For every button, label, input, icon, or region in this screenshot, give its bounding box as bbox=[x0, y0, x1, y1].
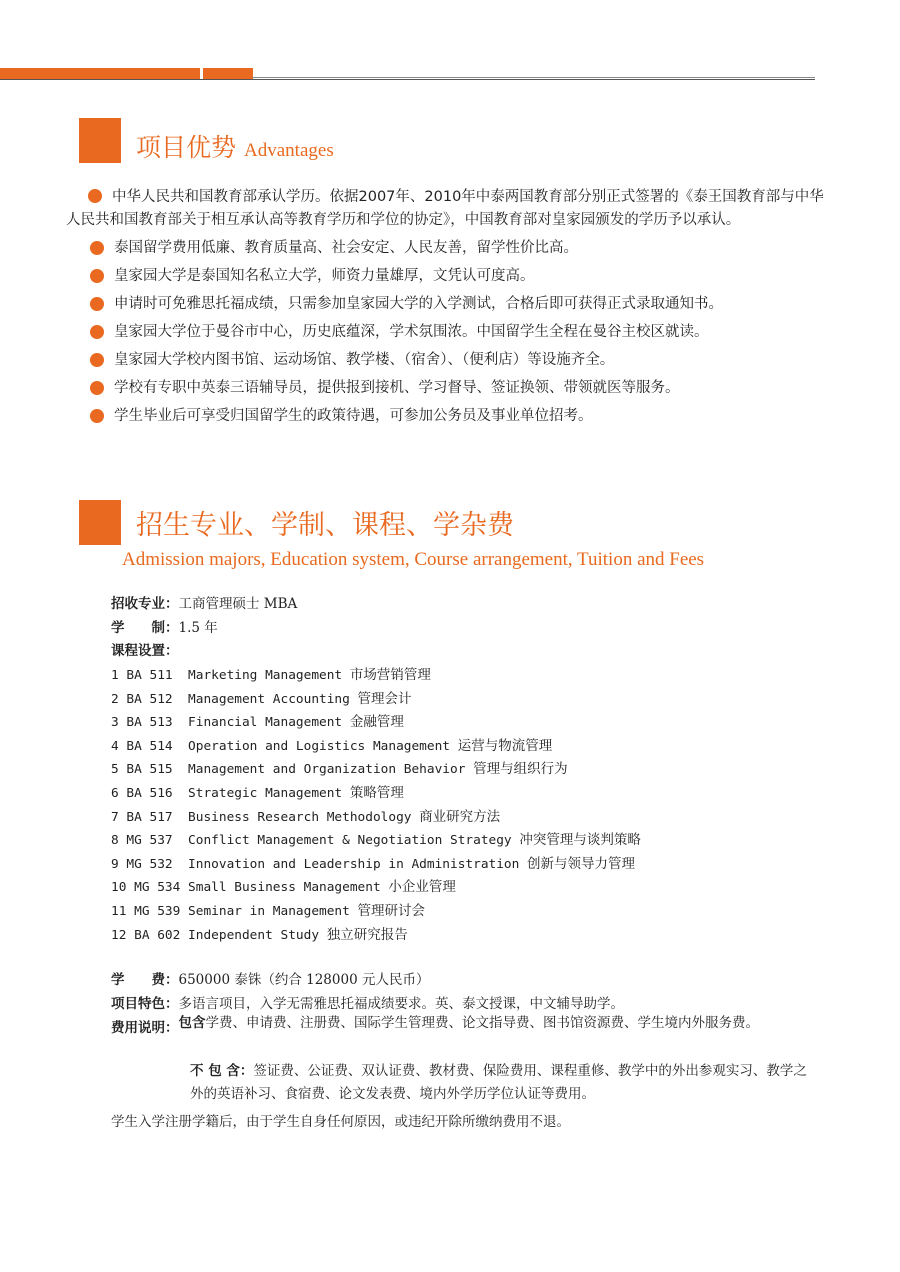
fee-exclude-label: 不 包 含： bbox=[190, 1063, 254, 1079]
course-name-en: Business Research Methodology bbox=[188, 809, 420, 825]
bullet-dot-icon bbox=[90, 269, 104, 283]
list-item bbox=[66, 321, 826, 344]
section-marker-square bbox=[79, 500, 121, 545]
course-row bbox=[111, 687, 412, 707]
fee-exclude-value: 签证费、公证费、双认证费、教材费、保险费用、课程重修、教学中的外出参观实习、教学之外的英语补习、食宿费、论文发表费、境内外学历学位认证等费用。 bbox=[190, 1063, 807, 1102]
advantage-text: 申请时可免雅思托福成绩，只需参加皇家园大学的入学测试，合格后即可获得正式录取通知书。 bbox=[114, 296, 723, 312]
course-name-en: Marketing Management bbox=[188, 668, 350, 683]
course-name-cn: 独立研究报告 bbox=[326, 926, 408, 943]
duration-value: 1.5 年 bbox=[178, 620, 218, 636]
admission-title-cn: 招生专业、学制、课程、学杂费 bbox=[136, 510, 514, 541]
course-name-en: Management Accounting bbox=[188, 691, 358, 707]
header-rule-upper bbox=[252, 77, 815, 78]
list-item bbox=[66, 377, 826, 400]
course-name-cn: 创新与领导力管理 bbox=[527, 855, 636, 872]
course-row bbox=[111, 828, 641, 848]
refund-note: 学生入学注册学籍后，由于学生自身任何原因，或违纪开除所缴纳费用不退。 bbox=[111, 1114, 570, 1130]
course-code: 9 MG 532 bbox=[111, 856, 189, 872]
fee-include-value: 学费、申请费、注册费、国际学生管理费、论文指导费、图书馆资源费、学生境内外服务费。 bbox=[205, 1015, 759, 1031]
course-code: 10 MG 534 bbox=[111, 880, 189, 896]
course-code: 1 BA 511 bbox=[111, 668, 189, 683]
course-row bbox=[111, 852, 635, 872]
advantages-title-cn: 项目优势 bbox=[136, 133, 237, 162]
list-item bbox=[66, 405, 826, 428]
fee-row bbox=[111, 1016, 831, 1036]
duration-label: 学 制： bbox=[111, 620, 179, 636]
tuition-value: 650000 泰铢（约合 128000 元人民币） bbox=[178, 972, 430, 988]
bullet-dot-icon bbox=[88, 189, 102, 203]
courses-label: 课程设置： bbox=[111, 643, 179, 659]
course-name-cn: 运营与物流管理 bbox=[457, 737, 553, 754]
feature-row bbox=[111, 992, 831, 1012]
bullet-dot-icon bbox=[90, 353, 104, 367]
course-row bbox=[111, 663, 431, 683]
bullet-dot-icon bbox=[90, 409, 104, 423]
course-code: 12 BA 602 bbox=[111, 927, 189, 943]
course-name-en: Innovation and Leadership in Administration bbox=[188, 856, 528, 872]
course-code: 6 BA 516 bbox=[111, 786, 189, 801]
course-name-cn: 管理研讨会 bbox=[357, 903, 426, 919]
course-name-en: Management and Organization Behavior bbox=[188, 762, 474, 778]
course-row bbox=[111, 899, 425, 919]
course-code: 5 BA 515 bbox=[111, 762, 189, 778]
course-row bbox=[111, 734, 552, 754]
course-name-cn: 管理会计 bbox=[357, 690, 412, 707]
advantages-title-en: Advantages bbox=[244, 140, 334, 161]
duration-row bbox=[111, 616, 831, 636]
course-row bbox=[111, 923, 408, 943]
course-name-en: Operation and Logistics Management bbox=[188, 738, 458, 754]
advantage-text: 泰国留学费用低廉、教育质量高、社会安定、人民友善，留学性价比高。 bbox=[114, 240, 578, 256]
header-accent-bar bbox=[0, 68, 200, 79]
course-code: 3 BA 513 bbox=[111, 715, 189, 731]
major-value: 工商管理硕士 MBA bbox=[178, 596, 298, 612]
advantage-text: 皇家园大学是泰国知名私立大学，师资力量雄厚，文凭认可度高。 bbox=[114, 268, 535, 284]
advantages-list bbox=[66, 186, 826, 433]
major-label: 招收专业： bbox=[111, 596, 179, 612]
course-name-en: Small Business Management bbox=[188, 880, 389, 896]
advantage-text: 皇家园大学校内图书馆、运动场馆、教学楼、（宿舍）、（便利店）等设施齐全。 bbox=[114, 352, 615, 368]
advantages-heading bbox=[136, 128, 334, 164]
course-name-cn: 市场营销管理 bbox=[349, 667, 431, 683]
fee-include-label: 包含 bbox=[178, 1015, 206, 1031]
course-code: 7 BA 517 bbox=[111, 809, 189, 825]
tuition-label: 学 费： bbox=[111, 972, 179, 988]
advantage-text: 中华人民共和国教育部承认学历。依据2007年、2010年中泰两国教育部分别正式签署的《泰王国教育部与中华人民共和国教育部关于相互承认高等教育学历和学位的协定》，中国教育部对皇家园颁发的学历予以承认。 bbox=[66, 189, 824, 228]
major-row bbox=[111, 592, 831, 612]
list-item bbox=[66, 265, 826, 288]
course-row bbox=[111, 875, 456, 895]
course-name-cn: 商业研究方法 bbox=[419, 808, 501, 825]
course-name-en: Conflict Management & Negotiation Strategy bbox=[188, 833, 520, 849]
header-rule bbox=[0, 79, 815, 80]
section-marker-square bbox=[79, 118, 121, 163]
list-item bbox=[66, 349, 826, 372]
course-name-cn: 策略管理 bbox=[349, 785, 404, 801]
course-row bbox=[111, 805, 500, 825]
feature-label: 项目特色： bbox=[111, 996, 179, 1012]
fee-include-block bbox=[179, 1012, 809, 1035]
course-code: 2 BA 512 bbox=[111, 691, 189, 707]
advantage-text: 学校有专职中英泰三语辅导员，提供报到接机、学习督导、签证换领、带领就医等服务。 bbox=[114, 380, 680, 396]
courses-heading bbox=[111, 639, 831, 659]
course-name-cn: 管理与组织行为 bbox=[473, 761, 568, 778]
list-item bbox=[66, 237, 826, 260]
course-name-en: Independent Study bbox=[188, 927, 327, 943]
course-name-en: Strategic Management bbox=[188, 786, 350, 801]
course-name-cn: 小企业管理 bbox=[388, 879, 456, 896]
bullet-dot-icon bbox=[90, 325, 104, 339]
fee-label: 费用说明： bbox=[111, 1020, 179, 1036]
admission-title-en: Admission majors, Education system, Course arrangement, Tuition and Fees bbox=[122, 549, 705, 570]
course-name-cn: 冲突管理与谈判策略 bbox=[519, 832, 641, 849]
course-row bbox=[111, 710, 404, 730]
advantage-text: 皇家园大学位于曼谷市中心，历史底蕴深，学术氛围浓。中国留学生全程在曼谷主校区就读。 bbox=[114, 324, 709, 340]
feature-value: 多语言项目，入学无需雅思托福成绩要求。英、泰文授课，中文辅导助学。 bbox=[178, 996, 624, 1012]
course-name-cn: 金融管理 bbox=[349, 714, 404, 731]
header-accent-bar-short bbox=[203, 68, 253, 79]
course-name-en: Financial Management bbox=[188, 715, 350, 731]
bullet-dot-icon bbox=[90, 381, 104, 395]
advantage-text: 学生毕业后可享受归国留学生的政策待遇，可参加公务员及事业单位招考。 bbox=[114, 408, 593, 424]
list-item bbox=[66, 186, 826, 232]
course-code: 11 MG 539 bbox=[111, 904, 189, 919]
tuition-row bbox=[111, 968, 831, 988]
course-code: 4 BA 514 bbox=[111, 738, 189, 754]
bullet-dot-icon bbox=[90, 241, 104, 255]
list-item bbox=[66, 293, 826, 316]
fee-exclude-block bbox=[190, 1060, 820, 1106]
bullet-dot-icon bbox=[90, 297, 104, 311]
course-name-en: Seminar in Management bbox=[188, 904, 358, 919]
course-code: 8 MG 537 bbox=[111, 833, 189, 849]
course-row bbox=[111, 781, 404, 801]
course-row bbox=[111, 757, 568, 777]
